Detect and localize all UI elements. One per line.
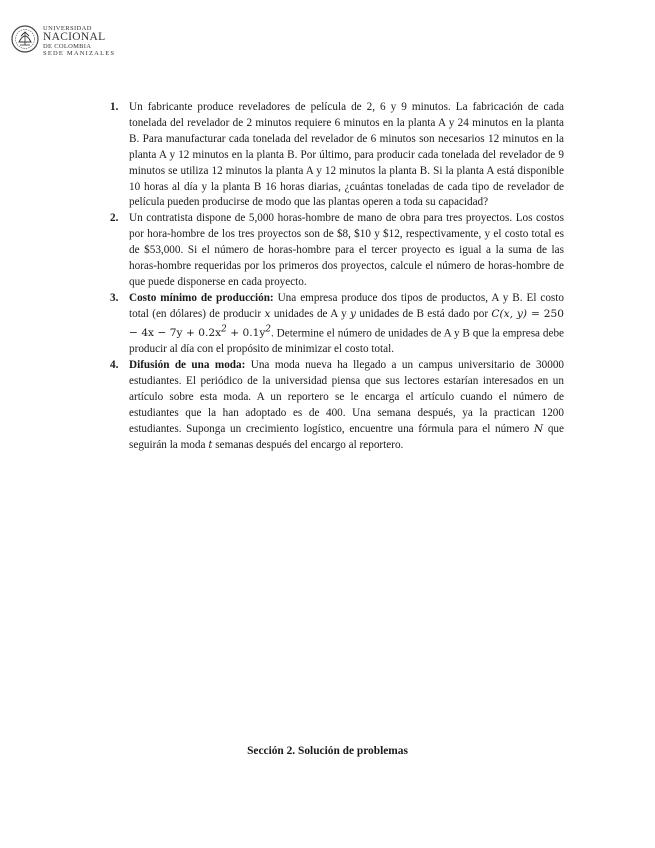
logo-line-nacional: NACIONAL xyxy=(43,31,106,43)
problem-text: semanas después del encargo al reportero. xyxy=(212,438,404,451)
formula-exponent: 2 xyxy=(265,324,271,335)
problem-item-4 xyxy=(110,358,564,453)
logo-line-sede: SEDE MANIZALES xyxy=(43,50,116,57)
problem-item-2 xyxy=(110,211,564,291)
problem-list xyxy=(110,100,564,453)
formula-exponent: 2 xyxy=(221,324,227,335)
university-seal-icon xyxy=(10,22,40,58)
problem-text: Un fabricante produce reveladores de película de 2, 6 y 9 minutos. La fabricación de cada tonelada del revelador de 2 minutos requiere 6 minutos en la planta A y 24 minutos en la planta B. Para manufacturar cada tonelada del revelador de 6 minutos son necesarios 12 minutos en la planta A y 12 minutos en la planta B. Por último, para producir cada tonelada del revelador de 9 minutos se utiliza 12 minutos la planta A y 12 minutos la planta B. Si la planta A está disponible 10 horas al día y la planta B 16 horas diarias, ¿cuántas toneladas de cada tipo de revelador de película pueden producirse de modo que las plantas operen a toda su capacidad? xyxy=(129,101,564,209)
problem-text: Una moda nueva ha llegado a un campus universitario de 30000 estudiantes. El periódico de la universidad piensa que sus lectores estarían interesados en un artículo sobre esta moda. A un reportero se le encarga el artículo cuando el número de estudiantes que la han adoptado es de 400. Una semana después, ya la practican 1200 estudiantes. Suponga un crecimiento logístico, encuentre una fórmula para el número xyxy=(129,359,565,435)
math-variable: t xyxy=(208,438,213,451)
problem-text: unidades de A y xyxy=(270,307,351,320)
problem-heading: Difusión de una moda: xyxy=(129,359,246,372)
problem-text: . Determine el número de unidades de A y B que la empresa debe producir al día con el propósito de minimizar el costo total. xyxy=(129,327,565,356)
problem-text: Un contratista dispone de 5,000 horas-hombre de mano de obra para tres proyectos. Los costos por hora-hombre de los tres proyectos son de $8, $10 y $12, respectivamente, y el costo total es de $53,000. Si el número de horas-hombre para el tercer proyecto es igual a la suma de las horas-hombre requeridas por los primeros dos proyectos, calcule el número de horas-hombre de que puede disponerse en cada proyecto. xyxy=(129,212,564,288)
formula-rhs: 250 − 4x − 7y + 0.2x xyxy=(129,307,565,340)
problem-number: 1. xyxy=(110,101,119,113)
formula-rhs: + 0.1y xyxy=(226,327,266,340)
problem-number: 4. xyxy=(110,359,119,372)
problem-number: 2. xyxy=(110,212,119,225)
problem-item-3 xyxy=(110,291,564,358)
problem-heading: Costo mínimo de producción: xyxy=(129,291,274,304)
section-title: Sección 2. Solución de problemas xyxy=(247,745,408,757)
problem-item-1 xyxy=(110,100,564,211)
math-variable: x xyxy=(264,307,271,320)
math-variable: N xyxy=(533,422,544,435)
problem-text: unidades de B está dado por xyxy=(356,307,492,320)
formula-lhs: C(x, y) = xyxy=(491,307,540,320)
math-variable: y xyxy=(350,307,357,320)
logo-line-university: UNIVERSIDAD xyxy=(43,25,92,32)
problem-text: que seguirán la moda xyxy=(129,422,564,451)
problem-number: 3. xyxy=(110,291,119,304)
university-logo xyxy=(10,22,120,62)
logo-line-de-colombia: DE COLOMBIA xyxy=(43,43,92,50)
problem-text: Una empresa produce dos tipos de productos, A y B. El costo total (en dólares) de producir xyxy=(129,291,564,320)
